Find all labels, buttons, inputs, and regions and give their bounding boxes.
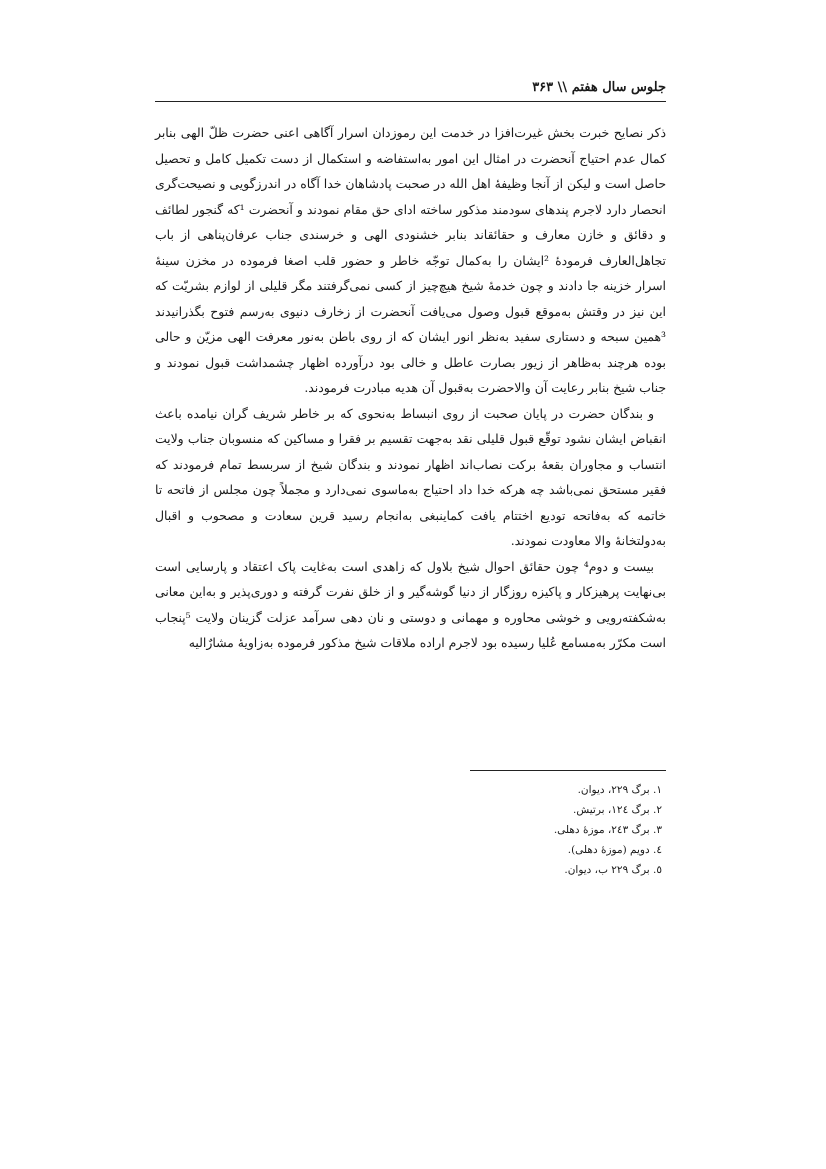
paragraph: و بندگان حضرت در پایان صحبت از روی انبساط به‌نحوی که بر خاطر شریف گران نیامده باعث انقباض ایشان نشود توقّع قبول قلیلی نقد به‌جهت تقسیم بر فقرا و مساکین که منسوبان جناب ولایت انتساب و مجاوران بقعهٔ برکت نصاب‌اند اظهار نمودند و بندگان شیخ از سربسط تمام فرمودند که فقیر مستحق نمی‌باشد چه هرکه خدا داد احتیاج به‌ماسوی نمی‌دارد و مجملاً چون مجلس از فاتحه تا خاتمه که به‌فاتحه تودیع اختتام یافت کماینبغی به‌انجام رسید قرین سعادت و مصحوب و اقبال به‌دولتخانهٔ والا معاودت نمودند.	[155, 405, 666, 548]
footnote: ٢. برگ ١٢٤، برتیش.	[573, 804, 662, 816]
header-rule	[155, 101, 666, 102]
footnote: ١. برگ ٢٢٩، دیوان.	[577, 784, 662, 796]
footnotes	[155, 780, 666, 880]
paragraph: بیست و دوم⁴ چون حقائق احوال شیخ بلاول که زاهدی است به‌غایت پاک اعتقاد و پارسایی است بی‌نهایت پرهیزکار و پاکیزه روزگار از دنیا گوشه‌گیر و از خلق نفرت گرفته و دوری‌پذیر و به‌این معانی به‌شکفته‌رویی و خوشی محاوره و مهمانی و دوستی و نان دهی سرآمد عزلت گزینان ولایت ⁵پنجاب است مکرّر به‌مسامع عُلیا رسیده بود لاجرم اراده ملاقات شیخ مذکور فرموده به‌زاویهٔ مشارٌالیه	[155, 558, 666, 650]
footnote: ٥. برگ ٢٢٩ ب، دیوان.	[564, 864, 662, 876]
body-text	[155, 120, 666, 656]
footnote-rule	[470, 770, 666, 771]
footnote: ٣. برگ ٢٤٣، موزهٔ دهلی.	[553, 824, 662, 836]
footnote: ٤. دویم (موزهٔ دهلی).	[567, 844, 662, 856]
paragraph: ذکر نصایح خبرت بخش غیرت‌افزا در خدمت این رموزدان اسرار آگاهی اعنی حضرت ظلّ الهی بنابر کمال عدم احتیاج آنحضرت در امثال این امور به‌استفاضه و استکمال از دست تکمیل کامل و تحصیل حاصل است و لیکن از آنجا وظیفهٔ اهل الله در صحبت پادشاهان خدا آگاه در اندرزگویی و نصیحت‌گری انحصار دارد لاجرم پندهای سودمند مذکور ساخته ادای حق مقام نمودند و آنحضرت ¹که گنجور لطائف و دقائق و خازن معارف و حقائقاند بنابر خشنودی الهی و خرسندی جناب عرفان‌پناهی از باب تجاهل‌العارف فرمودهٔ ²ایشان را به‌کمال توجّه خاطر و حضور قلب اصغا فرموده در مخزن سینهٔ اسرار خزینه جا دادند و چون خدمهٔ شیخ هیچ‌چیز از کسی نمی‌گرفتند مگر قلیلی از لوازم بشریّت که این نیز در وقتش به‌موقع قبول وصول می‌یافت آنحضرت از زخارف دنیوی به‌رسم فتوح بگذرانیدند ³همین سبحه و دستاری سفید به‌نظر انور ایشان که از روی باطن به‌نور معرفت الهی مزیّن و حالی بوده هرچند به‌ظاهر از زیور بصارت عاطل و خالی بود درآورده اظهار چشمداشت قبول نمودند و جناب شیخ بنابر رعایت آن والاحضرت به‌قبول آن هدیه مبادرت فرمودند.	[155, 125, 666, 395]
running-header: جلوس سال هفتم \\ ۳۶۳	[532, 80, 666, 95]
